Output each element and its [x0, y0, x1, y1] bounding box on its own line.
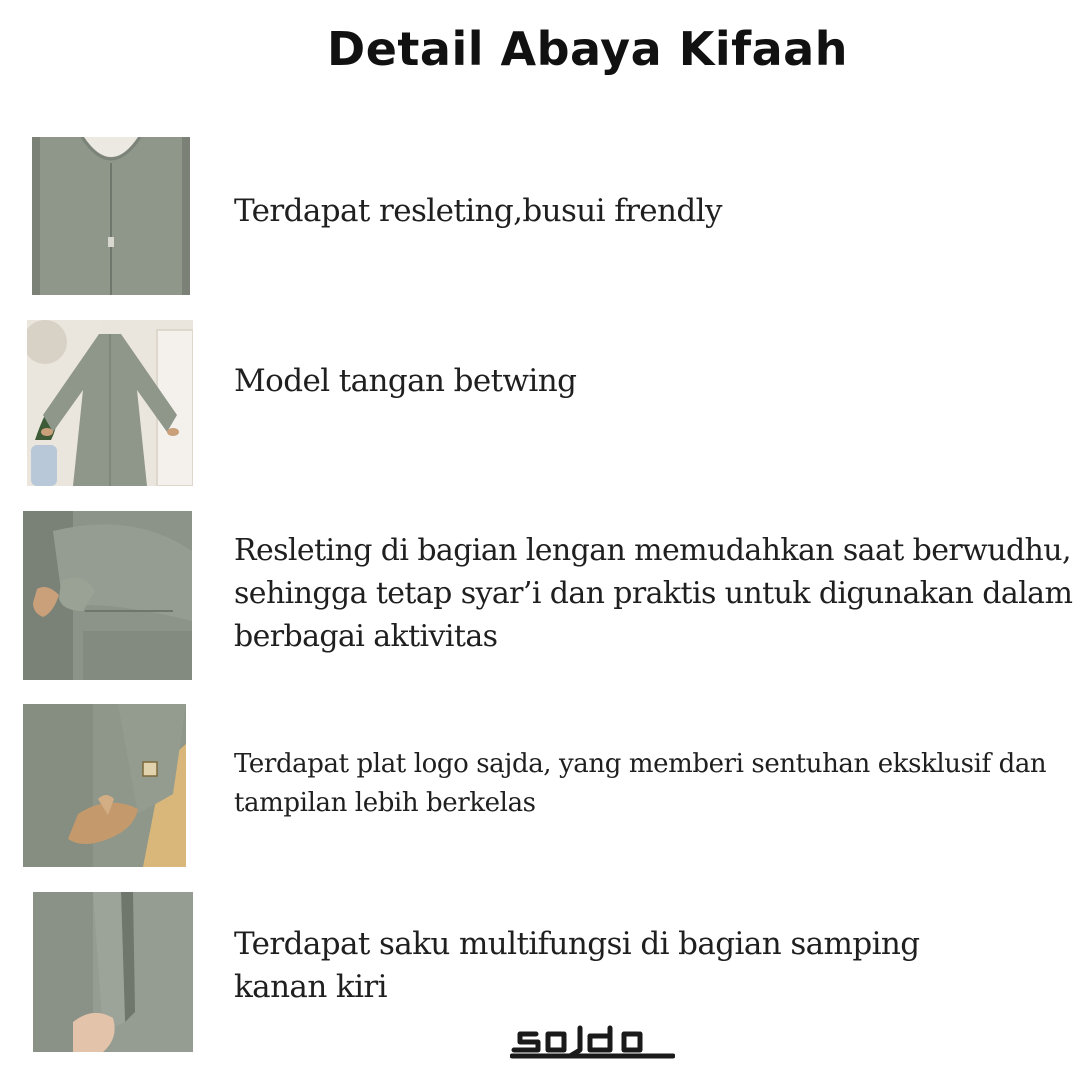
feature-text-2: Model tangan betwing — [234, 363, 577, 399]
feature-text-3: Resleting di bagian lengan memudahkan saat berwudhu, sehingga tetap syar’i dan praktis untuk digunakan dalam berbagai aktivitas — [234, 533, 1073, 654]
feature-photo-side-pocket — [33, 892, 193, 1052]
feature-text-5: Terdapat saku multifungsi di bagian samping kanan kiri — [234, 926, 920, 1006]
feature-text-1: Terdapat resleting,busui frendly — [234, 193, 722, 229]
feature-photo-logo-plate — [23, 704, 186, 867]
sleeve-zipper-image — [23, 511, 192, 680]
side-pocket-image — [33, 892, 193, 1052]
feature-photo-sleeve-zipper — [23, 511, 192, 680]
sajda-logo-icon — [510, 1020, 675, 1062]
sajda-logo — [510, 1020, 675, 1062]
batwing-sleeve-image — [27, 320, 193, 486]
feature-text-4: Terdapat plat logo sajda, yang memberi sentuhan eksklusif dan tampilan lebih berkelas — [234, 749, 1047, 818]
feature-photo-zipper-neckline — [32, 137, 190, 295]
zipper-neckline-image — [32, 137, 190, 295]
feature-photo-batwing-sleeve — [27, 320, 193, 486]
logo-plate-image — [23, 704, 186, 867]
page-title: Detail Abaya Kifaah — [327, 22, 848, 76]
